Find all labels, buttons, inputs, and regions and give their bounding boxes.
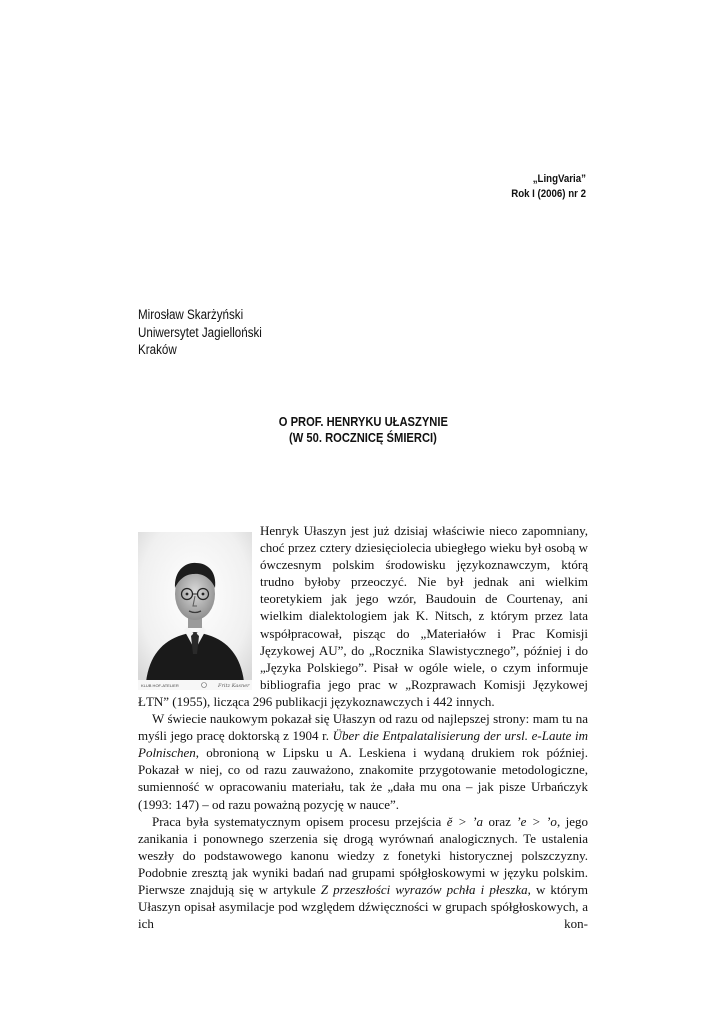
paragraph-2: W świecie naukowym pokazał się Ułaszyn od razu od najlepszej strony: mam tu na myśli jego pracę doktorską z 1904 r. Über die Entpalatalisierung der ursl. e-Laute im Polnischen, obronioną w Lipsku u A. Leskiena i wydaną drukiem rok później. Pokazał w niej, co od razu zauważono, znakomite przygotowanie metodologiczne, sumienność w opracowaniu materiału, tak że „dała mu ona – jak pisze Urbańczyk (1993: 147) – od razu poważną pozycję w nauce”. [138, 711, 588, 812]
author-institution: Uniwersytet Jagielloński [138, 324, 262, 340]
journal-header [511, 172, 586, 202]
paragraph-3: Praca była systematycznym opisem procesu przejścia ě > ’a oraz ’e > ’o, jego zanikania i ponownego szerzenia się drogą wyrównań analogicznych. Te ustalenia weszły do podstawowego kanonu wiedzy z fonetyki historycznej polszczyzny. Podobnie zresztą jak wyniki badań nad grupami spółgłoskowymi w języku polskim. Pierwsze znajdują się w artykule Z przeszłości wyrazów pchła i płeszka, w którym Ułaszyn opisał asymilacje pod względem dźwięczności w grupach spółgłoskowych, a ich kon- [138, 813, 589, 932]
journal-issue: Rok I (2006) nr 2 [511, 188, 586, 200]
dissertation-title: Über die Entpalatalisierung der ursl. e-Laute im Polnischen [138, 728, 588, 761]
photo-studio-label: KLUB HOF-ATELIER [141, 683, 179, 688]
article-reference-title: Z przeszłości wyrazów pchła i płeszka [320, 881, 528, 897]
article-title [138, 414, 588, 446]
photo-signature: Fritz Kasner [218, 683, 250, 689]
photo-float-spacer [138, 522, 260, 692]
title-line-1: O PROF. HENRYKU UŁASZYNIE [278, 414, 448, 429]
journal-name: „LingVaria” [532, 173, 586, 185]
title-line-2: (W 50. ROCZNICĘ ŚMIERCI) [289, 430, 437, 445]
author-block [138, 306, 262, 359]
paragraph-1: Henryk Ułaszyn jest już dzisiaj właściwie nieco zapomniany, choć przez cztery dziesięciolecia ubiegłego wieku był osobą w ówczesnym polskim środowisku językoznawczym, którą trudno byłoby przeoczyć. Nie był jednak ani wielkim teoretykiem jak jego wzór, Baudouin de Courtenay, ani wielkim dialektologiem jak K. Nitsch, z którym przez lata współpracował, pisząc do „Materiałów i Prac Komisji Językowej AU”, do „Rocznika Slawistycznego”, później i do „Języka Polskiego”. Pisał w ogóle wiele, o czym informuje bibliografia jego prac w „Rozprawach Komisji Językowej ŁTN” (1955), licząca 296 publikacji językoznawczych i 442 innych. [138, 523, 588, 709]
author-name: Mirosław Skarżyński [138, 307, 244, 322]
article-body [138, 522, 588, 932]
author-city: Kraków [138, 342, 177, 357]
